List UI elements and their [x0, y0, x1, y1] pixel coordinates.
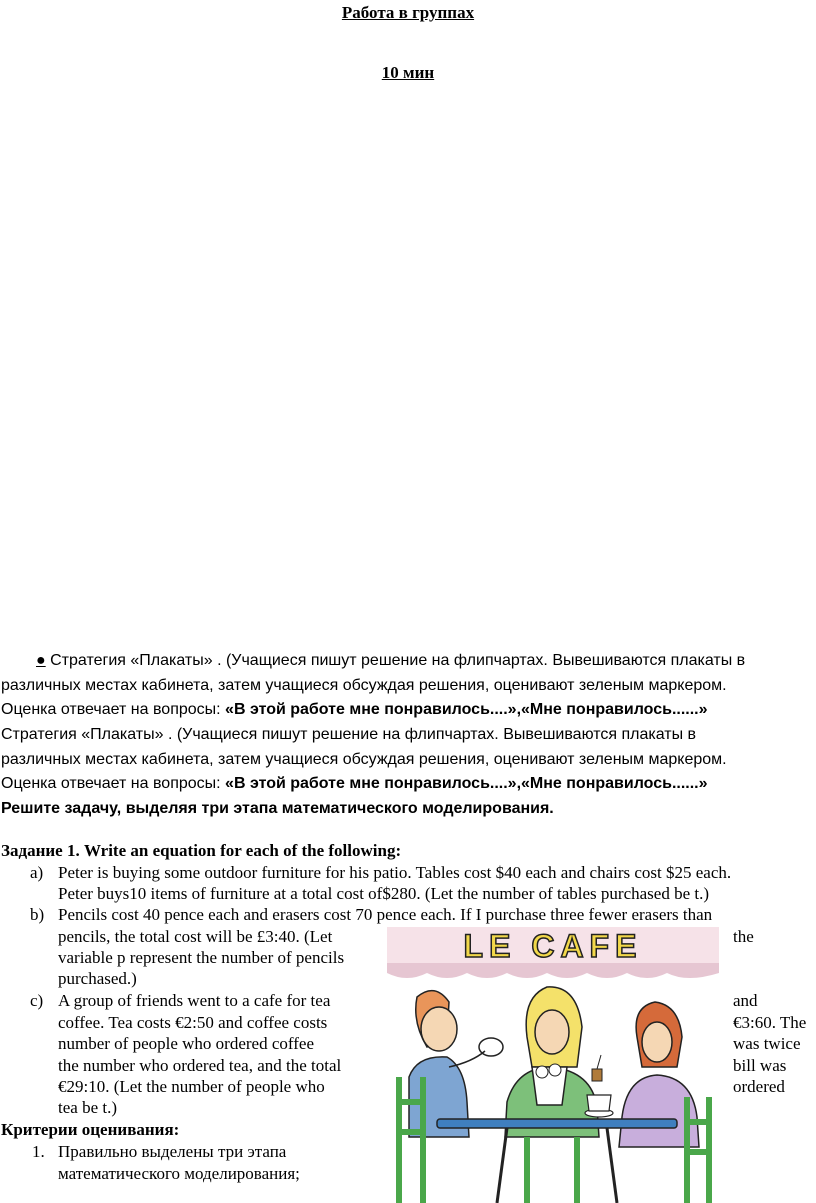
strategy-questions-2: «В этой работе мне понравилось....»,«Мне понравилось......» — [225, 775, 708, 792]
cafe-sign-text: LE CAFE — [463, 928, 643, 964]
task-c-left-4: the number who ordered tea, and the total — [58, 1056, 342, 1075]
task-a-line-1: Peter is buying some outdoor furniture for his patio. Tables cost $40 each and chairs cost $25 each. — [58, 863, 732, 882]
task-c-left-6: tea be t.) — [58, 1098, 117, 1117]
task-c-right-4: bill was — [733, 1056, 787, 1075]
coffee-cup — [585, 1095, 613, 1117]
task-c-label: c) — [30, 991, 44, 1010]
strategy-questions-label: Оценка отвечает на вопросы: — [1, 701, 226, 718]
strategy-line-6 — [1, 774, 708, 794]
strategy-questions-label-2: Оценка отвечает на вопросы: — [1, 775, 226, 792]
criteria-heading: Критерии оценивания: — [1, 1120, 180, 1139]
strategy-line-5: различных местах кабинета, затем учащиеся обсуждая решения, оценивают зеленым маркером. — [1, 751, 727, 768]
cafe-illustration-svg — [387, 927, 719, 1203]
strategy-line-1 — [36, 651, 745, 671]
task-c-right-1: and — [733, 991, 758, 1010]
strategy-text-1: Стратегия «Плакаты» . (Учащиеся пишут решение на флипчартах. Вывешиваются плакаты в — [50, 652, 746, 669]
task-heading: Задание 1. Write an equation for each of the following: — [1, 841, 402, 860]
task-b-line-2: pencils, the total cost will be £3:40. (Let — [58, 927, 333, 946]
page-title: Работа в группах — [341, 3, 475, 22]
task-b-line-1: Pencils cost 40 pence each and erasers cost 70 pence each. If I purchase three fewer erasers than — [58, 905, 713, 924]
strategy-instruction: Решите задачу, выделяя три этапа математического моделирования. — [1, 800, 554, 817]
strategy-line-4: Стратегия «Плакаты» . (Учащиеся пишут решение на флипчартах. Вывешиваются плакаты в — [1, 726, 697, 743]
task-c-right-2: €3:60. The — [733, 1013, 807, 1032]
cafe-illustration — [387, 927, 719, 1203]
task-b-line-3: variable p represent the number of pencils — [58, 948, 345, 967]
strategy-line-2: различных местах кабинета, затем учащиеся обсуждая решения, оценивают зеленым маркером. — [1, 677, 727, 694]
task-c-left-5: €29:10. (Let the number of people who — [58, 1077, 325, 1096]
task-b-line-2-right: the — [733, 927, 754, 946]
criteria-item-line-2: математического моделирования; — [58, 1164, 300, 1183]
strategy-questions: «В этой работе мне понравилось....»,«Мне понравилось......» — [225, 701, 708, 718]
task-c-left-3: number of people who ordered coffee — [58, 1034, 314, 1053]
task-b-line-4: purchased.) — [58, 969, 137, 988]
task-c-left-2: coffee. Tea costs €2:50 and coffee costs — [58, 1013, 328, 1032]
task-c-left-1: A group of friends went to a cafe for tea — [58, 991, 331, 1010]
task-a-label: a) — [30, 863, 44, 882]
task-a-line-2: Peter buys10 items of furniture at a total cost of$280. (Let the number of tables purchased be t.) — [58, 884, 710, 903]
criteria-item-label: 1. — [32, 1142, 45, 1161]
criteria-item-line-1: Правильно выделены три этапа — [58, 1142, 287, 1161]
bullet-icon: ● — [36, 652, 46, 669]
strategy-line-3 — [1, 700, 708, 720]
task-c-right-3: was twice — [733, 1034, 801, 1053]
duration-label: 10 мин — [381, 63, 435, 82]
task-c-right-5: ordered — [733, 1077, 785, 1096]
task-b-label: b) — [30, 905, 45, 924]
